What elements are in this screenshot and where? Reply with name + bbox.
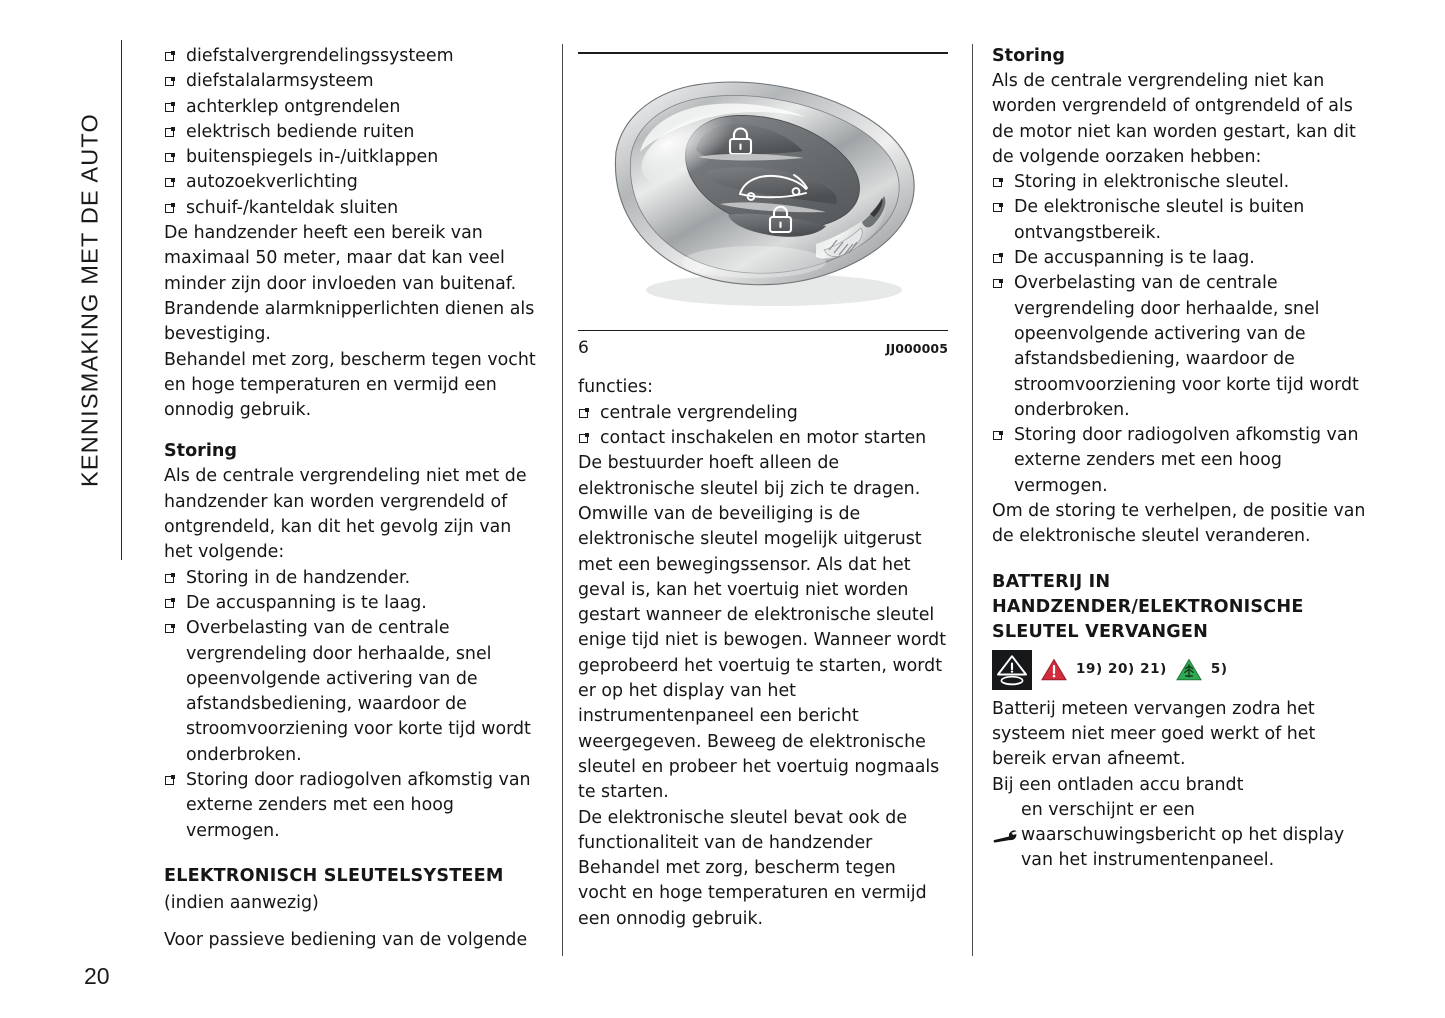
paragraph-indien-aanwezig: (indien aanwezig) bbox=[164, 892, 319, 913]
paragraph-bestuurder: De bestuurder hoeft alleen de elektronische sleutel bij zich te dragen. bbox=[578, 453, 921, 499]
square-bullet-icon bbox=[579, 409, 588, 418]
list-item-label: Storing in elektronische sleutel. bbox=[1014, 172, 1290, 193]
list-item bbox=[164, 69, 542, 94]
list-item-label: diefstalvergrendelingssysteem bbox=[186, 46, 454, 66]
list-item-label: Storing door radiogolven afkomstig van externe zenders met een hoog vermogen. bbox=[1014, 425, 1359, 496]
paragraph-ontladen-accu-post bbox=[992, 798, 1370, 874]
square-bullet-icon bbox=[993, 254, 1002, 263]
warning-icon-row bbox=[992, 650, 1370, 690]
paragraph-behandel: Behandel met zorg, bescherm tegen vocht en hoge temperaturen en vermijd een onnodig gebruik. bbox=[578, 858, 927, 929]
paragraph-care: Behandel met zorg, bescherm tegen vocht en hoge temperaturen en vermijd een onnodig gebruik. bbox=[164, 349, 536, 421]
bullet-list-storing-left bbox=[164, 566, 542, 844]
column-middle bbox=[578, 44, 948, 932]
heading-elektronisch-sleutelsysteem: ELEKTRONISCH SLEUTELSYSTEEM bbox=[164, 865, 504, 886]
square-bullet-icon bbox=[165, 52, 174, 61]
paragraph-storing-intro: Als de centrale vergrendeling niet met de handzender kan worden vergrendeld of ontgrendeld, kan dit het gevolg zijn van het volgende: bbox=[164, 466, 527, 563]
list-item bbox=[164, 95, 542, 120]
square-bullet-icon bbox=[993, 178, 1002, 187]
key-fob-illustration bbox=[578, 54, 948, 330]
column-right bbox=[992, 44, 1370, 874]
warning-triangle-battery-icon bbox=[995, 653, 1029, 687]
paragraph-functies: functies: bbox=[578, 377, 653, 398]
list-item-label: centrale vergrendeling bbox=[600, 402, 798, 423]
square-bullet-icon bbox=[165, 599, 174, 608]
paragraph-ontladen-accu-pre: Bij een ontladen accu brandt bbox=[992, 774, 1244, 795]
running-head-rule bbox=[121, 40, 123, 560]
square-bullet-icon bbox=[993, 279, 1002, 288]
green-environment-triangle-icon bbox=[1176, 658, 1202, 682]
running-head-text: KENNISMAKING MET DE AUTO bbox=[76, 113, 103, 487]
battery-warning-icon bbox=[992, 650, 1032, 690]
list-item bbox=[992, 271, 1370, 423]
list-item bbox=[164, 120, 542, 145]
paragraph-verhelpen: Om de storing te verhelpen, de positie van de elektronische sleutel veranderen. bbox=[992, 501, 1366, 547]
list-item-label: buitenspiegels in-/uitklappen bbox=[186, 147, 439, 168]
square-bullet-icon bbox=[579, 434, 588, 443]
list-item bbox=[992, 170, 1370, 195]
paragraph-functionaliteit: De elektronische sleutel bevat ook de functionaliteit van de handzender bbox=[578, 807, 908, 853]
heading-storing-left: Storing bbox=[164, 441, 237, 462]
list-item bbox=[164, 768, 542, 844]
wrench-icon bbox=[992, 827, 1018, 845]
running-head bbox=[62, 40, 118, 560]
heading-batterij-vervangen: BATTERIJ IN HANDZENDER/ELEKTRONISCHE SLEUTEL VERVANGEN bbox=[992, 571, 1304, 642]
paragraph-beveiliging: Omwille van de beveiliging is de elektronische sleutel mogelijk uitgerust met een bewegingssensor. Als dat het geval is, kan het voertuig niet worden gestart wanneer de elektronische sleutel enige tijd niet is bewogen. Wanneer wordt geprobeerd het voertuig te starten, wordt er op het display van het instrumentenpaneel een bericht weergegeven. Beweeg de elektronische sleutel en probeer het voertuig nogmaals te starten. bbox=[578, 503, 947, 803]
list-item bbox=[164, 591, 542, 616]
paragraph-ontladen-accu-text: en verschijnt er een waarschuwingsbericht op het display van het instrumentenpaneel. bbox=[1021, 799, 1345, 871]
figure-rule-bottom bbox=[578, 330, 948, 332]
bullet-list-functions bbox=[164, 44, 542, 221]
list-item bbox=[164, 145, 542, 170]
list-item bbox=[164, 44, 542, 69]
list-item bbox=[992, 195, 1370, 246]
square-bullet-icon bbox=[165, 153, 174, 162]
list-item-label: contact inschakelen en motor starten bbox=[600, 428, 927, 449]
list-item bbox=[578, 401, 948, 426]
square-bullet-icon bbox=[993, 431, 1002, 440]
list-item bbox=[164, 196, 542, 221]
square-bullet-icon bbox=[165, 624, 174, 633]
paragraph-storing-intro-right: Als de centrale vergrendeling niet kan worden vergrendeld of ontgrendeld of als de motor niet kan worden gestart, kan dit de volgende oorzaken hebben: bbox=[992, 71, 1356, 167]
square-bullet-icon bbox=[993, 203, 1002, 212]
warning-reference-numbers-1: 19) 20) 21) bbox=[1076, 660, 1167, 677]
warning-reference-numbers-2: 5) bbox=[1210, 660, 1228, 677]
figure-caption-row bbox=[578, 336, 948, 361]
square-bullet-icon bbox=[165, 103, 174, 112]
column-left bbox=[164, 44, 542, 954]
square-bullet-icon bbox=[165, 776, 174, 785]
list-item bbox=[992, 423, 1370, 499]
paragraph-batterij-vervangen: Batterij meteen vervangen zodra het systeem niet meer goed werkt of het bereik ervan afneemt. bbox=[992, 698, 1316, 770]
list-item bbox=[164, 170, 542, 195]
paragraph-passieve-bediening: Voor passieve bediening van de volgende bbox=[164, 930, 528, 951]
red-warning-triangle-icon bbox=[1041, 658, 1067, 682]
list-item-label: diefstalalarmsysteem bbox=[186, 71, 374, 92]
figure-number: 6 bbox=[578, 338, 589, 359]
figure-key-fob bbox=[578, 52, 948, 361]
square-bullet-icon bbox=[165, 128, 174, 137]
square-bullet-icon bbox=[165, 178, 174, 187]
list-item bbox=[992, 246, 1370, 271]
list-item-label: Storing door radiogolven afkomstig van externe zenders met een hoog vermogen. bbox=[186, 770, 531, 841]
bullet-list-storing-right bbox=[992, 170, 1370, 499]
list-item-label: De accuspanning is te laag. bbox=[186, 592, 427, 613]
column-divider-1 bbox=[562, 44, 563, 956]
square-bullet-icon bbox=[165, 574, 174, 583]
paragraph-range: De handzender heeft een bereik van maximaal 50 meter, maar dat kan veel minder zijn door invloeden van buitenaf. Brandende alarmknipperlichten dienen als bevestiging. bbox=[164, 223, 535, 345]
figure-artwork bbox=[578, 54, 948, 330]
list-item bbox=[164, 566, 542, 591]
list-item-label: De elektronische sleutel is buiten ontvangstbereik. bbox=[1014, 197, 1305, 243]
list-item-label: autozoekverlichting bbox=[186, 172, 358, 193]
figure-code: JJ000005 bbox=[885, 341, 948, 357]
column-divider-2 bbox=[972, 44, 973, 956]
list-item-label: achterklep ontgrendelen bbox=[186, 96, 401, 117]
square-bullet-icon bbox=[165, 77, 174, 86]
list-item bbox=[578, 426, 948, 451]
list-item-label: Storing in de handzender. bbox=[186, 567, 411, 588]
list-item-label: Overbelasting van de centrale vergrendeling door herhaalde, snel opeenvolgende activering van de afstandsbediening, waardoor de stroomvoorziening voor korte tijd wordt onderbroken. bbox=[1014, 273, 1359, 420]
list-item-label: schuif-/kanteldak sluiten bbox=[186, 197, 399, 218]
page-number: 20 bbox=[84, 963, 110, 989]
list-item-label: elektrisch bediende ruiten bbox=[186, 121, 415, 142]
bullet-list-functies bbox=[578, 401, 948, 452]
heading-storing-right: Storing bbox=[992, 46, 1065, 66]
list-item-label: Overbelasting van de centrale vergrendeling door herhaalde, snel opeenvolgende activering van de afstandsbediening, waardoor de stroomvoorziening voor korte tijd wordt onderbroken. bbox=[186, 618, 531, 765]
list-item-label: De accuspanning is te laag. bbox=[1014, 248, 1255, 269]
square-bullet-icon bbox=[165, 204, 174, 213]
list-item bbox=[164, 616, 542, 768]
